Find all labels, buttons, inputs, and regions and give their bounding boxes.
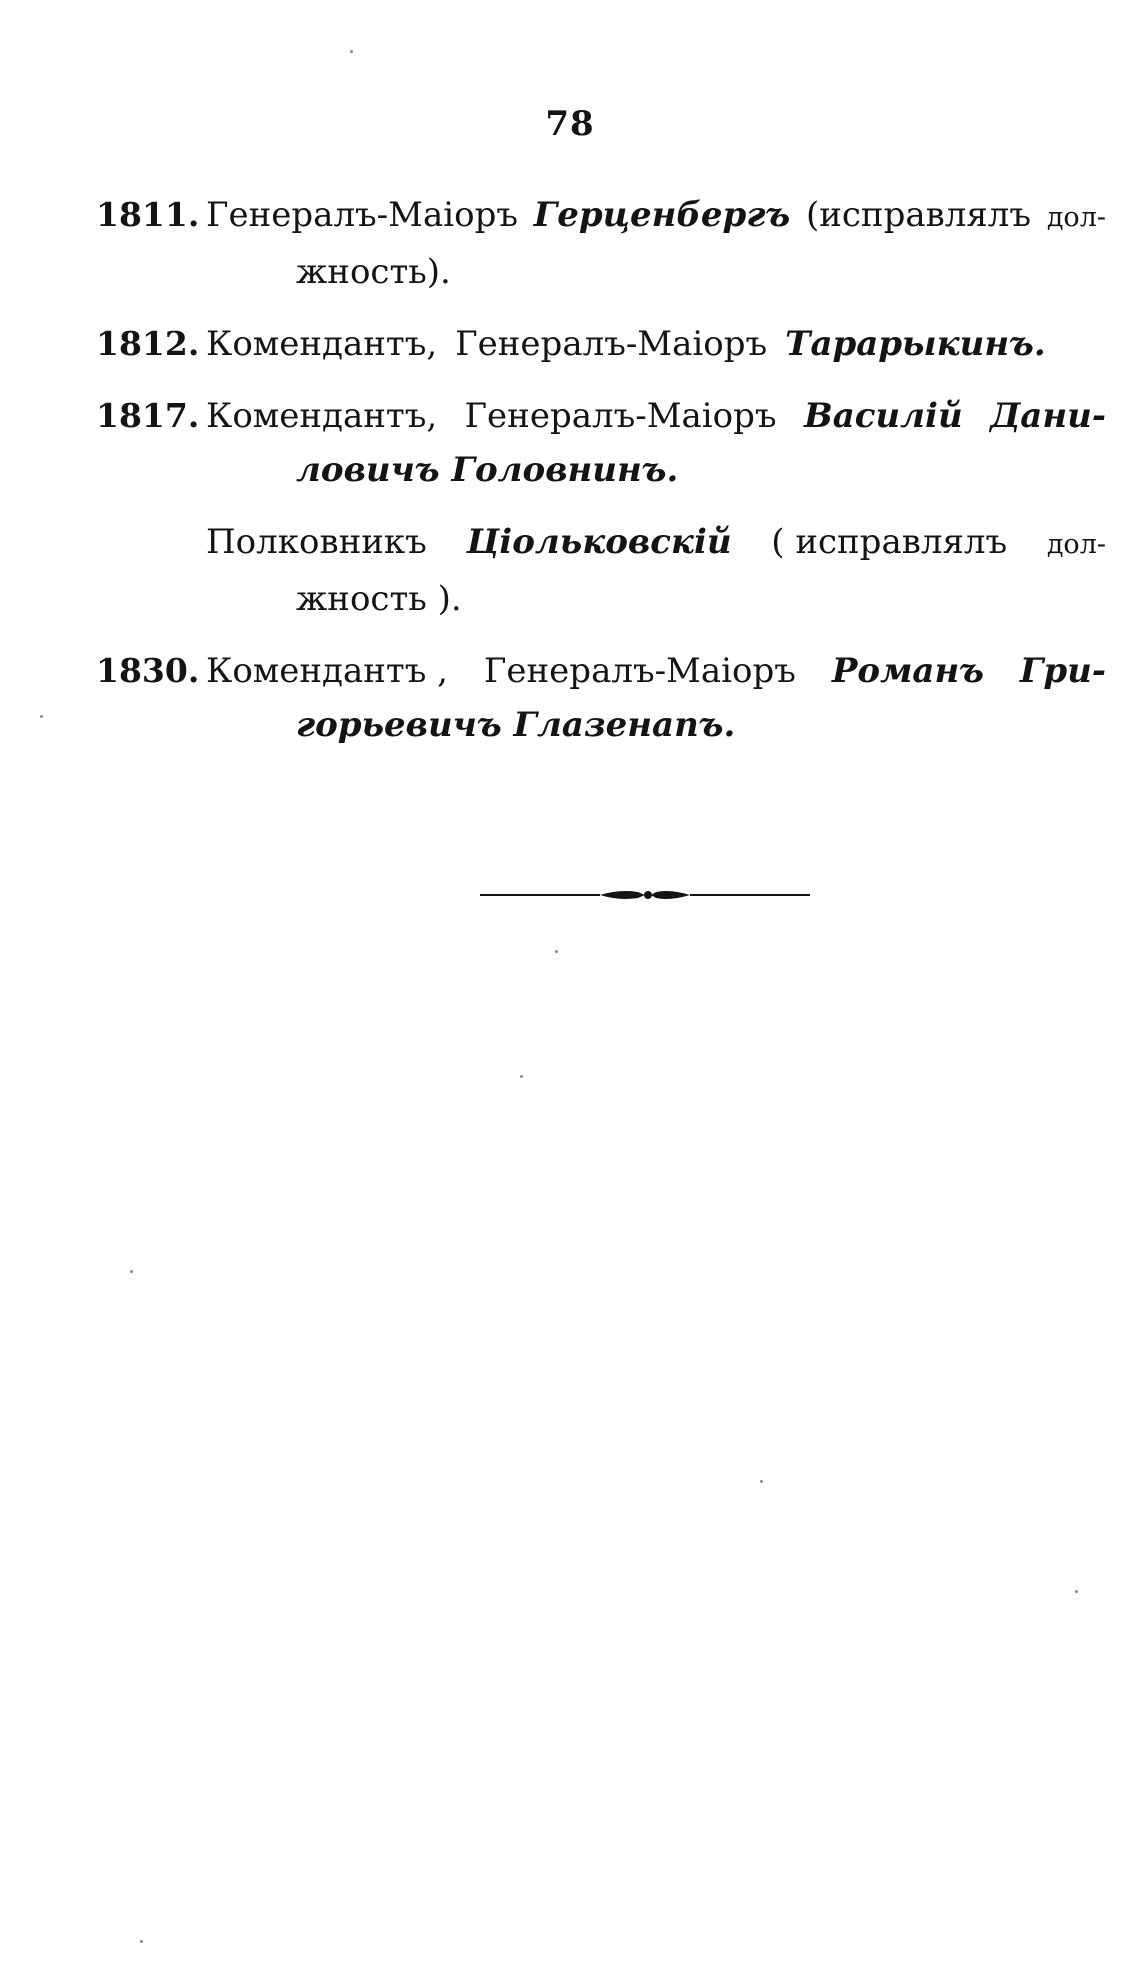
decorative-rule-ornament (480, 880, 810, 910)
scan-speck (350, 50, 353, 53)
entry-title: Комендантъ, (206, 324, 438, 364)
entry-rank: Генералъ-Маіоръ (483, 651, 796, 691)
entry-note: (исправлялъ (805, 195, 1032, 235)
entry-person-name-hyphen: Гри- (1019, 651, 1106, 691)
entry-person-name: Тарарыкинъ. (785, 324, 1046, 364)
entry-note: ( исправлялъ (771, 522, 1008, 562)
scan-speck (40, 715, 43, 718)
entry-year: 1811. (96, 195, 200, 234)
entry-title: Комендантъ , (206, 651, 448, 691)
entry-year: 1830. (96, 651, 200, 690)
entry-rank: Генералъ-Маіоръ (206, 195, 518, 235)
entry-person-name: Ціольковскій (466, 522, 732, 562)
scan-speck (520, 1075, 523, 1078)
entry-continuation: жность). (296, 252, 451, 292)
entry-rank: Полковникъ (206, 522, 427, 562)
entry-list (96, 188, 1106, 770)
entry-1830 (96, 644, 1106, 752)
entry-1817 (96, 389, 1106, 497)
scan-speck (760, 1480, 763, 1483)
entry-1812 (96, 317, 1106, 371)
entry-note-hyphen: дол- (1046, 529, 1106, 560)
entry-rank: Генералъ-Маіоръ (464, 396, 777, 436)
entry-continuation: горьевичъ Глазенапъ. (296, 705, 736, 745)
scan-speck (1075, 1590, 1078, 1593)
scan-speck (130, 1270, 133, 1273)
scan-speck (140, 1940, 143, 1943)
entry-note-hyphen: дол- (1046, 202, 1106, 233)
entry-year: 1817. (96, 396, 200, 435)
entry-colonel (96, 515, 1106, 626)
entry-year: 1812. (96, 324, 200, 363)
entry-person-name: Романъ (831, 651, 984, 691)
entry-rank: Генералъ-Маіоръ (455, 324, 768, 364)
entry-person-name: Василій (803, 396, 963, 436)
entry-continuation: ловичъ Головнинъ. (296, 450, 679, 490)
entry-1811 (96, 188, 1106, 299)
scan-speck (555, 950, 558, 953)
entry-continuation: жность ). (296, 579, 462, 619)
page-number: 78 (545, 104, 595, 144)
entry-person-name: Герценбергъ (533, 195, 791, 235)
entry-title: Комендантъ, (206, 396, 438, 436)
entry-person-name-hyphen: Дани- (990, 396, 1106, 436)
